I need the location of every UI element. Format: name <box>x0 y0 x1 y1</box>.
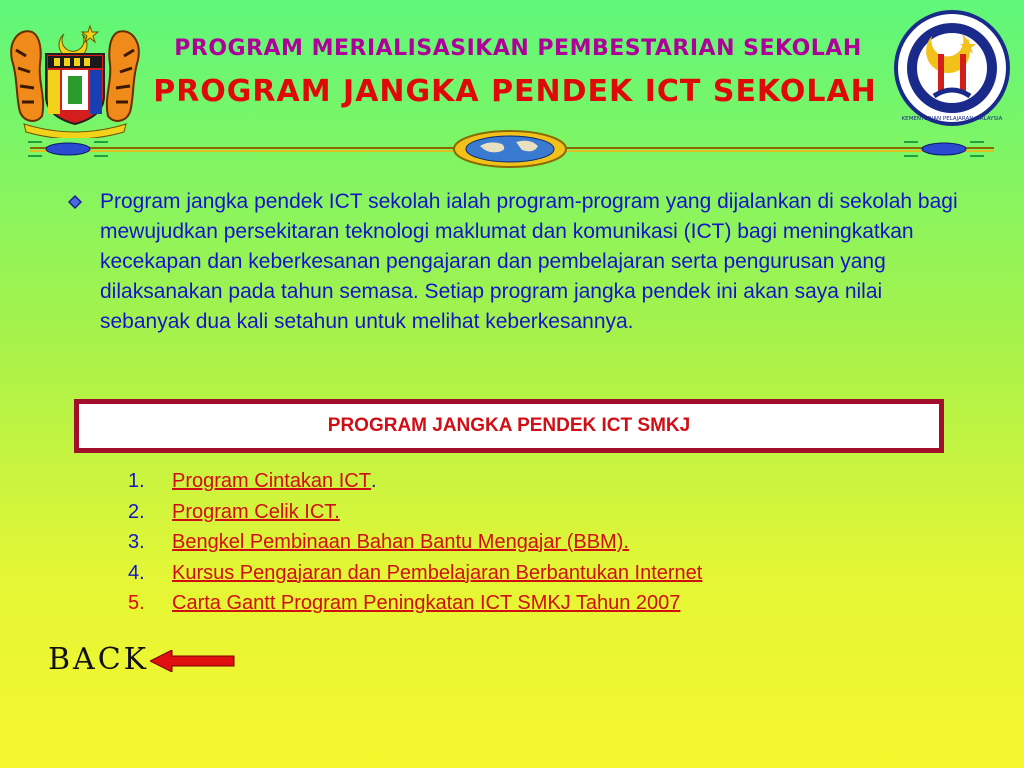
program-link-cintakan-ict[interactable]: Program Cintakan ICT <box>172 470 371 492</box>
page-supertitle: PROGRAM MERIALISASIKAN PEMBESTARIAN SEKOLAH <box>174 36 862 61</box>
program-link-celik-ict[interactable]: Program Celik ICT. <box>172 500 340 523</box>
program-link-kursus-internet[interactable]: Kursus Pengajaran dan Pembelajaran Berbantukan Internet <box>172 561 703 584</box>
left-arrow-icon <box>150 650 236 672</box>
list-number: 1. <box>128 470 145 492</box>
program-section-heading-box <box>74 399 944 453</box>
page-title: PROGRAM JANGKA PENDEK ICT SEKOLAH <box>153 74 877 109</box>
list-number: 2. <box>128 500 145 523</box>
list-item <box>128 501 928 532</box>
back-button[interactable] <box>42 640 202 684</box>
decorative-divider <box>0 122 1024 178</box>
program-section-heading: PROGRAM JANGKA PENDEK ICT SMKJ <box>327 415 691 436</box>
list-number: 3. <box>128 531 145 553</box>
list-item <box>128 531 928 562</box>
list-item <box>128 592 928 623</box>
program-link-bengkel-bbm[interactable]: Bengkel Pembinaan Bahan Bantu Mengajar (BBM). <box>172 531 629 553</box>
back-label: BACK <box>48 642 150 677</box>
list-number: 5. <box>128 592 145 614</box>
ministry-of-education-logo-icon <box>888 8 1016 128</box>
ministry-logo-text: KEMENTERIAN PELAJARAN MALAYSIA <box>901 116 1003 122</box>
intro-paragraph: Program jangka pendek ICT sekolah ialah program-program yang dijalankan di sekolah bagi mewujudkan persekitaran teknologi maklumat dan komunikasi (ICT) bagi meningkatkan kecekapan dan keberkesanan pengajaran dan pembelajaran serta pengurusan yang dilaksanakan pada tahun semasa. Setiap program jangka pendek ini akan saya nilai sebanyak dua kali setahun untuk melihat keberkesannya. <box>100 190 958 333</box>
list-item <box>128 470 928 501</box>
diamond-bullet-icon <box>68 195 82 209</box>
list-item-suffix: . <box>370 470 377 492</box>
program-list <box>128 470 928 623</box>
globe-icon <box>454 131 566 167</box>
list-number: 4. <box>128 561 145 584</box>
program-link-carta-gantt[interactable]: Carta Gantt Program Peningkatan ICT SMKJ Tahun 2007 <box>172 592 681 614</box>
list-item <box>128 562 928 593</box>
